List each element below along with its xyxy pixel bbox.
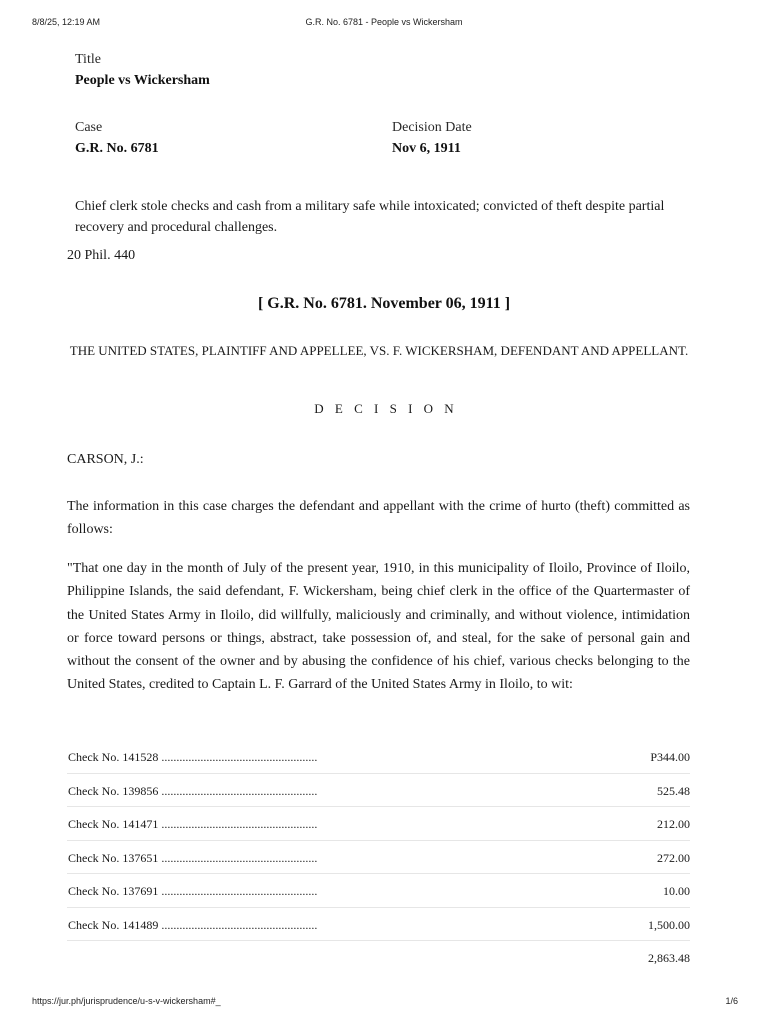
check-row: [67, 841, 690, 875]
check-label: Check No. 141528 ....................................................: [68, 750, 318, 764]
decision-date-label: Decision Date: [392, 120, 472, 135]
print-footer: [0, 996, 768, 1008]
case-title: [ G.R. No. 6781. November 06, 1911 ]: [257, 295, 511, 312]
check-row: [67, 874, 690, 908]
check-label: Check No. 141489 ....................................................: [68, 917, 318, 932]
check-amount: P344.00: [650, 750, 690, 764]
checks-total-row: [67, 941, 690, 971]
ponente: CARSON, J.:: [67, 452, 144, 467]
decision-heading: D E C I S I O N: [314, 401, 458, 416]
check-row: [67, 807, 690, 841]
check-row: [67, 908, 690, 942]
decision-date-value: Nov 6, 1911: [392, 141, 461, 156]
check-label: Check No. 137651 ....................................................: [68, 850, 318, 865]
print-header: [0, 17, 768, 29]
citation: 20 Phil. 440: [67, 248, 136, 263]
check-amount: 1,500.00: [648, 917, 690, 932]
check-label: Check No. 141471 ....................................................: [68, 817, 318, 831]
check-amount: 212.00: [657, 817, 690, 831]
check-row: [67, 774, 690, 808]
check-amount: 525.48: [657, 783, 690, 798]
checks-total: 2,863.48: [648, 951, 690, 965]
check-row: [67, 740, 690, 774]
case-number: G.R. No. 6781: [75, 141, 159, 156]
print-datetime: 8/8/25, 12:19 AM: [32, 17, 101, 27]
title-block: [75, 52, 210, 89]
title-label: Title: [75, 52, 101, 67]
case-label: Case: [75, 120, 103, 135]
check-amount: 10.00: [663, 884, 690, 898]
case-summary: Chief clerk stole checks and cash from a military safe while intoxicated; convicted of theft despite partial recovery and procedural challenges.: [75, 199, 665, 235]
checks-table: [67, 740, 690, 971]
decision-date-block: [392, 120, 472, 157]
opinion-paragraph: "That one day in the month of July of the present year, 1910, in this municipality of Iloilo, Province of Iloilo, Philippine Islands, the said defendant, F. Wickersham, being chief clerk in the office of the Quartermaster of the United States Army in Iloilo, did willfully, maliciously and criminally, and without violence, intimidation or force toward persons or things, abstract, take possession of, and steal, for the sake of personal gain and without the consent of the owner and by abusing the confidence of his chief, various checks belonging to the United States, credited to Captain L. F. Garrard of the United States Army in Iloilo, to wit:: [67, 561, 690, 693]
opinion-paragraph: The information in this case charges the defendant and appellant with the crime of hurto (theft) committed as follows:: [67, 499, 690, 537]
check-amount: 272.00: [657, 850, 690, 865]
page-number: 1/6: [725, 996, 738, 1006]
case-block: [75, 120, 159, 157]
check-label: Check No. 139856 ....................................................: [68, 783, 318, 798]
print-page-title: G.R. No. 6781 - People vs Wickersham: [305, 17, 463, 27]
check-label: Check No. 137691 ....................................................: [68, 884, 318, 898]
page-url: https://jur.ph/jurisprudence/u-s-v-wickersham#_: [32, 996, 221, 1006]
parties: THE UNITED STATES, PLAINTIFF AND APPELLEE, VS. F. WICKERSHAM, DEFENDANT AND APPELLANT.: [69, 343, 689, 358]
title-value: People vs Wickersham: [75, 73, 210, 88]
